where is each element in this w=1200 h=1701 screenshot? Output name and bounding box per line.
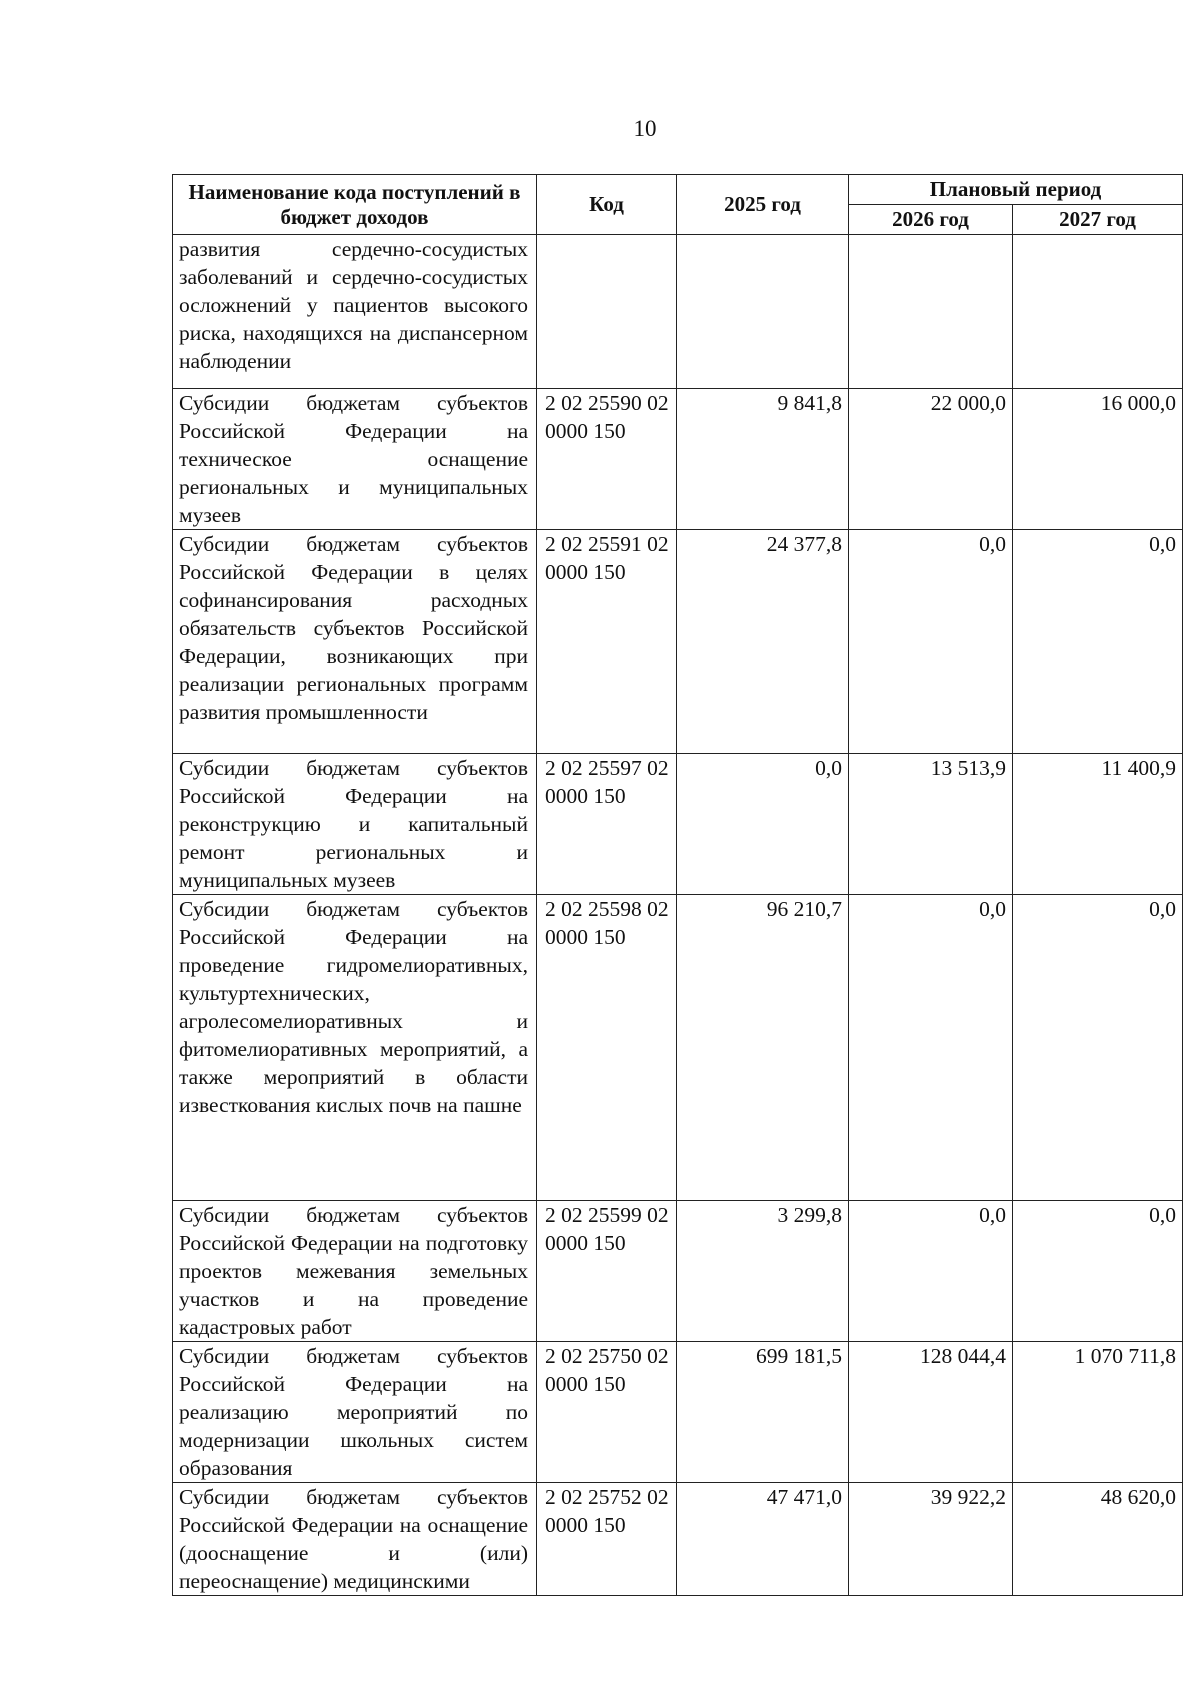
row-code: 2 02 25598 02 0000 150 bbox=[537, 895, 677, 1201]
row-code: 2 02 25752 02 0000 150 bbox=[537, 1483, 677, 1596]
row-2025: 699 181,5 bbox=[677, 1342, 849, 1483]
row-2026 bbox=[849, 235, 1013, 389]
row-2025: 0,0 bbox=[677, 754, 849, 895]
row-2025 bbox=[677, 235, 849, 389]
row-2027: 0,0 bbox=[1013, 530, 1183, 754]
row-2027: 1 070 711,8 bbox=[1013, 1342, 1183, 1483]
row-2027: 0,0 bbox=[1013, 1201, 1183, 1342]
table-row bbox=[173, 1201, 1183, 1342]
row-name: Субсидии бюджетам субъектов Российской Федерации на реализацию мероприятий по модернизации школьных систем образования bbox=[173, 1342, 537, 1483]
row-2027: 48 620,0 bbox=[1013, 1483, 1183, 1596]
row-2027 bbox=[1013, 235, 1183, 389]
row-code: 2 02 25750 02 0000 150 bbox=[537, 1342, 677, 1483]
row-code bbox=[537, 235, 677, 389]
row-2025: 47 471,0 bbox=[677, 1483, 849, 1596]
header-2025: 2025 год bbox=[677, 175, 849, 235]
row-2026: 0,0 bbox=[849, 895, 1013, 1201]
header-code: Код bbox=[537, 175, 677, 235]
row-2027: 0,0 bbox=[1013, 895, 1183, 1201]
page-number: 10 bbox=[633, 116, 657, 141]
table-row bbox=[173, 1483, 1183, 1596]
row-2027: 11 400,9 bbox=[1013, 754, 1183, 895]
row-name: Субсидии бюджетам субъектов Российской Федерации на проведение гидромелиоративных, культуртехнических, агролесомелиоративных и фитомелиоративных мероприятий, а также мероприятий в области известкования кислых почв на пашне bbox=[173, 895, 537, 1201]
budget-revenue-table bbox=[172, 174, 1183, 1596]
row-2026: 39 922,2 bbox=[849, 1483, 1013, 1596]
table-row bbox=[173, 895, 1183, 1201]
table-row bbox=[173, 1342, 1183, 1483]
row-2025: 9 841,8 bbox=[677, 389, 849, 530]
row-code: 2 02 25597 02 0000 150 bbox=[537, 754, 677, 895]
row-name: Субсидии бюджетам субъектов Российской Федерации на реконструкцию и капитальный ремонт региональных и муниципальных музеев bbox=[173, 754, 537, 895]
row-2027: 16 000,0 bbox=[1013, 389, 1183, 530]
row-2025: 96 210,7 bbox=[677, 895, 849, 1201]
header-name: Наименование кода поступлений в бюджет доходов bbox=[173, 175, 537, 235]
row-code: 2 02 25599 02 0000 150 bbox=[537, 1201, 677, 1342]
row-name: Субсидии бюджетам субъектов Российской Федерации на техническое оснащение региональных и муниципальных музеев bbox=[173, 389, 537, 530]
row-2026: 22 000,0 bbox=[849, 389, 1013, 530]
table-row bbox=[173, 754, 1183, 895]
row-code: 2 02 25590 02 0000 150 bbox=[537, 389, 677, 530]
row-2026: 0,0 bbox=[849, 530, 1013, 754]
table-row bbox=[173, 235, 1183, 389]
row-2026: 0,0 bbox=[849, 1201, 1013, 1342]
table-row bbox=[173, 530, 1183, 754]
row-2025: 3 299,8 bbox=[677, 1201, 849, 1342]
row-name: Субсидии бюджетам субъектов Российской Федерации на подготовку проектов межевания земельных участков и на проведение кадастровых работ bbox=[173, 1201, 537, 1342]
row-2026: 128 044,4 bbox=[849, 1342, 1013, 1483]
row-code: 2 02 25591 02 0000 150 bbox=[537, 530, 677, 754]
header-2026: 2026 год bbox=[849, 205, 1013, 235]
row-2026: 13 513,9 bbox=[849, 754, 1013, 895]
row-2025: 24 377,8 bbox=[677, 530, 849, 754]
row-name: Субсидии бюджетам субъектов Российской Федерации на оснащение (дооснащение и (или) переоснащение) медицинскими bbox=[173, 1483, 537, 1596]
header-planned-period: Плановый период bbox=[849, 175, 1183, 205]
table-row bbox=[173, 389, 1183, 530]
row-name: Субсидии бюджетам субъектов Российской Федерации в целях софинансирования расходных обязательств субъектов Российской Федерации, возникающих при реализации региональных программ развития промышленности bbox=[173, 530, 537, 754]
header-2027: 2027 год bbox=[1013, 205, 1183, 235]
row-name: развития сердечно-сосудистых заболеваний и сердечно-сосудистых осложнений у пациентов высокого риска, находящихся на диспансерном наблюдении bbox=[173, 235, 537, 389]
